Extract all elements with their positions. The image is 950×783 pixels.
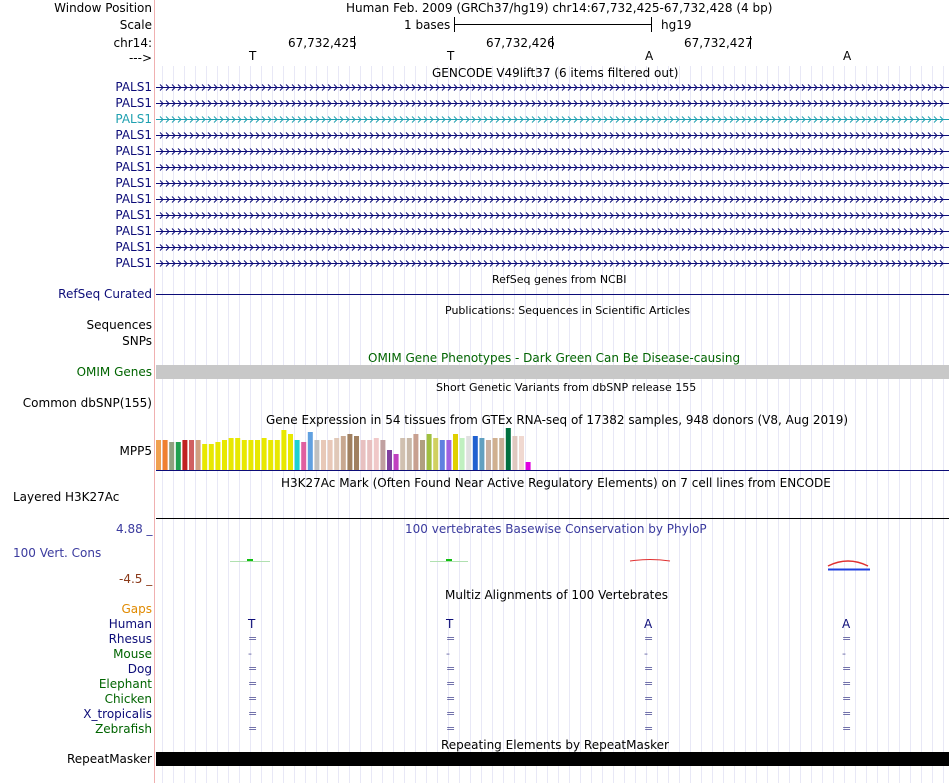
gtex-tissue-bar [479,438,484,470]
repeatmasker-track-title: Repeating Elements by RepeatMasker [441,738,669,752]
gencode-gene-label[interactable]: PALS1 [115,224,152,238]
gtex-tissue-bar [380,440,385,470]
multiz-species-label[interactable]: Rhesus [108,632,152,646]
coord-label: 67,732,427 [684,36,753,50]
multiz-alignment-mark: = [644,722,654,735]
coord-label: 67,732,426 [486,36,555,50]
multiz-alignment-mark: = [842,632,852,645]
gtex-tissue-bar [506,428,511,470]
gtex-tissue-bar [209,444,214,470]
gtex-tissue-bar [229,438,234,470]
conservation-track-title: 100 vertebrates Basewise Conservation by PhyloP [405,522,707,536]
conservation-track-label[interactable]: 100 Vert. Cons [13,546,102,560]
gencode-gene-label[interactable]: PALS1 [115,80,152,94]
gtex-tissue-bar [367,440,372,470]
omim-track-title: OMIM Gene Phenotypes - Dark Green Can Be Disease-causing [368,351,741,365]
gtex-tissue-bar [446,440,451,470]
gtex-track-title: Gene Expression in 54 tissues from GTEx RNA-seq of 17382 samples, 948 donors (V8, Aug 2019) [266,413,849,427]
multiz-alignment-mark: - [446,647,450,660]
h3k27ac-track-label[interactable]: Layered H3K27Ac [13,490,120,504]
gtex-tissue-bar [374,438,379,470]
gtex-tissue-bar [433,438,438,470]
gtex-tissue-bar [486,440,491,470]
gencode-gene-label[interactable]: PALS1 [115,128,152,142]
gtex-tissue-bar [295,440,300,470]
gtex-tissue-bar [301,442,306,470]
gtex-tissue-bar [347,434,352,470]
multiz-alignment-mark: = [248,632,258,645]
multiz-species-label[interactable]: Chicken [104,692,152,706]
gtex-tissue-bar [427,434,432,470]
scale-label: Scale [119,18,152,32]
omim-track-label[interactable]: OMIM Genes [76,365,152,379]
multiz-gaps-label[interactable]: Gaps [121,602,152,616]
multiz-alignment-mark: = [248,677,258,690]
multiz-alignment-mark: = [644,662,654,675]
multiz-alignment-mark: = [644,692,654,705]
gtex-tissue-bar [182,440,187,470]
gtex-tissue-bar [288,434,293,470]
gtex-tissue-bar [466,436,471,470]
refseq-track-title: RefSeq genes from NCBI [492,273,627,286]
gtex-tissue-bar [176,442,181,470]
multiz-alignment-mark: T [248,617,256,631]
scale-text: 1 bases [404,18,451,32]
refseq-track-label[interactable]: RefSeq Curated [58,287,152,301]
multiz-alignment-mark: = [644,632,654,645]
base-letter: T [447,49,455,63]
gtex-tissue-bar [394,454,399,470]
gtex-tissue-bar [196,440,201,470]
gencode-gene-label[interactable]: PALS1 [115,256,152,270]
gtex-tissue-bar [453,434,458,470]
gtex-tissue-bar [189,440,194,470]
multiz-alignment-mark: = [446,722,456,735]
multiz-alignment-mark: = [842,722,852,735]
gtex-tissue-bar [460,438,465,470]
gtex-tissue-bar [275,440,280,470]
multiz-alignment-mark: = [644,707,654,720]
gtex-tissue-bar [519,436,524,470]
gencode-track-title: GENCODE V49lift37 (6 items filtered out) [432,66,679,80]
gtex-tissue-bar [248,440,253,470]
gtex-tissue-bar [235,438,240,470]
gtex-tissue-bar [420,440,425,470]
gtex-tissue-bar [163,440,168,470]
repeatmasker-feature-bar[interactable] [156,752,949,766]
gtex-tissue-bar [341,436,346,470]
multiz-species-label[interactable]: X_tropicalis [83,707,152,721]
gtex-tissue-bar [354,436,359,470]
multiz-alignment-mark: = [446,692,456,705]
multiz-alignment-mark: = [842,662,852,675]
gtex-tissue-bar [512,436,517,470]
gencode-gene-label[interactable]: PALS1 [115,160,152,174]
gencode-gene-label[interactable]: PALS1 [115,176,152,190]
multiz-alignment-mark: T [446,617,454,631]
gtex-tissue-bar [413,434,418,470]
conservation-min-label: -4.5 _ [119,572,153,586]
multiz-alignment-mark: = [446,632,456,645]
dbsnp-track-label[interactable]: Common dbSNP(155) [22,396,152,410]
assembly-label: hg19 [661,18,692,32]
strand-label[interactable]: ---> [128,51,152,65]
gtex-tissue-bar [222,440,227,470]
gtex-tissue-bar [473,436,478,470]
gencode-gene-label[interactable]: PALS1 [115,192,152,206]
base-letter: A [645,49,654,63]
gtex-tissue-bar [387,450,392,470]
gtex-tissue-bar [493,438,498,470]
gtex-tissue-bar [262,438,267,470]
gencode-gene-label[interactable]: PALS1 [115,144,152,158]
gtex-tissue-bar [169,442,174,470]
multiz-species-label[interactable]: Dog [127,662,152,676]
gtex-tissue-bar [156,440,161,470]
multiz-alignment-mark: = [842,677,852,690]
multiz-alignment-mark: A [842,617,851,631]
window-position-label: Window Position [54,1,152,15]
multiz-species-label[interactable]: Mouse [113,647,152,661]
gtex-tissue-bar [526,462,531,470]
multiz-alignment-mark: - [842,647,846,660]
multiz-species-label[interactable]: Zebrafish [95,722,152,736]
base-letter: T [249,49,257,63]
gtex-tissue-bar [308,432,313,470]
gtex-tissue-bar [407,438,412,470]
gtex-tissue-bar [499,438,504,470]
multiz-alignment-mark: = [248,707,258,720]
gtex-tissue-bar [202,444,207,470]
publications-sequences-label[interactable]: Sequences [86,318,152,332]
multiz-alignment-mark: = [842,692,852,705]
gtex-tissue-bar [328,440,333,470]
gtex-tissue-bar [268,440,273,470]
multiz-alignment-mark: = [446,677,456,690]
multiz-alignment-mark: A [644,617,653,631]
gtex-track-label[interactable]: MPP5 [119,444,152,458]
multiz-alignment-mark: - [248,647,252,660]
gtex-tissue-bar [321,440,326,470]
gtex-tissue-bar [281,430,286,470]
multiz-track-title: Multiz Alignments of 100 Vertebrates [445,588,669,602]
multiz-species-label[interactable]: Elephant [98,677,152,691]
base-letter: A [843,49,852,63]
gtex-tissue-bar [361,440,366,470]
gencode-gene-label[interactable]: PALS1 [115,112,152,126]
gencode-gene-label[interactable]: PALS1 [115,208,152,222]
multiz-alignment-mark: - [644,647,648,660]
multiz-alignment-mark: = [644,677,654,690]
repeatmasker-track-label[interactable]: RepeatMasker [66,752,152,766]
gencode-gene-label[interactable]: PALS1 [115,240,152,254]
multiz-alignment-mark: = [248,662,258,675]
h3k27ac-track-title: H3K27Ac Mark (Often Found Near Active Regulatory Elements) on 7 cell lines from ENCODE [281,476,831,490]
conservation-max-label: 4.88 _ [116,522,153,536]
multiz-alignment-mark: = [446,707,456,720]
multiz-alignment-mark: = [446,662,456,675]
multiz-species-label[interactable]: Human [108,617,152,631]
gtex-tissue-bar [215,442,220,470]
gtex-tissue-bar [255,440,260,470]
window-position-text: Human Feb. 2009 (GRCh37/hg19) chr14:67,732,425-67,732,428 (4 bp) [346,1,773,15]
chrom-label[interactable]: chr14: [113,36,152,50]
publications-track-title: Publications: Sequences in Scientific Articles [445,304,690,317]
publications-snps-label[interactable]: SNPs [122,334,152,348]
gtex-tissue-bar [242,440,247,470]
dbsnp-track-title: Short Genetic Variants from dbSNP release 155 [436,381,697,394]
coord-label: 67,732,425 [288,36,357,50]
multiz-alignment-mark: = [248,692,258,705]
gtex-tissue-bar [314,440,319,470]
gtex-tissue-bar [440,440,445,470]
gencode-gene-label[interactable]: PALS1 [115,96,152,110]
gtex-tissue-bar [334,438,339,470]
omim-feature-bar[interactable] [156,365,949,379]
multiz-alignment-mark: = [248,722,258,735]
multiz-alignment-mark: = [842,707,852,720]
gtex-tissue-bar [400,438,405,470]
